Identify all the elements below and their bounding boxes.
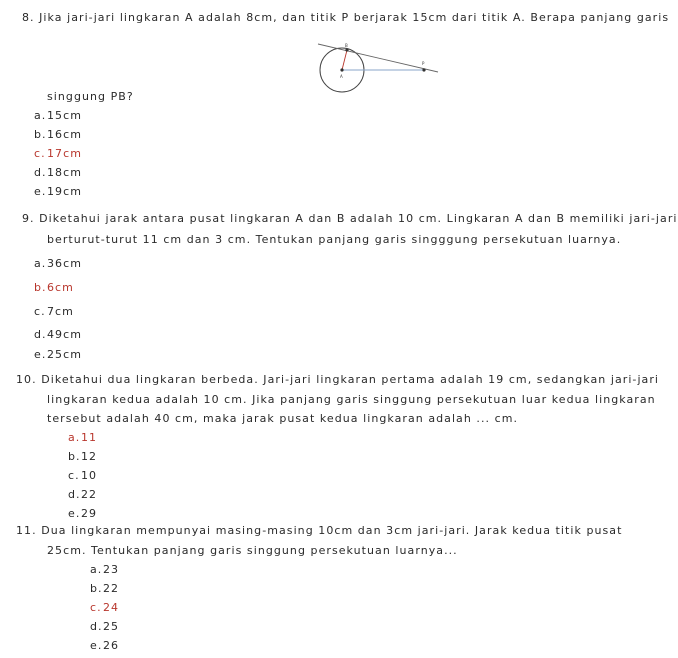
q8-option-c[interactable] xyxy=(34,147,82,161)
label-a: A xyxy=(340,74,343,79)
q9-option-e[interactable] xyxy=(34,348,82,362)
option-letter: d. xyxy=(90,620,103,633)
q11-option-c[interactable] xyxy=(90,601,119,615)
option-letter: a. xyxy=(34,109,47,122)
q9-option-b[interactable] xyxy=(34,281,74,295)
radius-ab xyxy=(342,50,347,70)
option-letter: c. xyxy=(34,147,46,160)
option-letter: c. xyxy=(34,305,46,318)
q10-option-d[interactable] xyxy=(68,488,97,502)
option-letter: a. xyxy=(90,563,103,576)
q10-text-line2: lingkaran kedua adalah 10 cm. Jika panjang garis singgung persekutuan luar kedua lingkaran xyxy=(47,393,656,406)
option-text: 11 xyxy=(81,431,98,444)
q10-option-b[interactable] xyxy=(68,450,97,464)
q11-option-a[interactable] xyxy=(90,563,119,577)
q10-option-c[interactable] xyxy=(68,469,97,483)
q10-text-line3: tersebut adalah 40 cm, maka jarak pusat kedua lingkaran adalah ... cm. xyxy=(47,412,519,425)
point-p xyxy=(422,68,425,71)
q9-option-d[interactable] xyxy=(34,328,82,342)
option-text: 49cm xyxy=(47,328,82,341)
option-letter: a. xyxy=(68,431,81,444)
option-letter: d. xyxy=(34,166,47,179)
q8-option-d[interactable] xyxy=(34,166,82,180)
option-text: 25cm xyxy=(47,348,82,361)
option-text: 24 xyxy=(103,601,120,614)
q8-tangent-figure xyxy=(318,40,448,98)
point-b xyxy=(345,48,348,51)
option-letter: b. xyxy=(34,281,47,294)
option-letter: a. xyxy=(34,257,47,270)
option-letter: b. xyxy=(34,128,47,141)
q8-option-a[interactable] xyxy=(34,109,82,123)
option-text: 10 xyxy=(81,469,98,482)
q8-option-e[interactable] xyxy=(34,185,82,199)
option-letter: e. xyxy=(34,185,47,198)
option-letter: b. xyxy=(90,582,103,595)
option-text: 17cm xyxy=(47,147,82,160)
tangent-line xyxy=(318,44,438,72)
option-letter: d. xyxy=(68,488,81,501)
option-text: 25 xyxy=(103,620,120,633)
q9-text-line1: 9. Diketahui jarak antara pusat lingkaran A dan B adalah 10 cm. Lingkaran A dan B memiliki jari-jari xyxy=(22,212,678,225)
option-text: 22 xyxy=(103,582,120,595)
option-text: 18cm xyxy=(47,166,82,179)
option-text: 7cm xyxy=(47,305,74,318)
option-text: 6cm xyxy=(47,281,74,294)
q11-text-line1: 11. Dua lingkaran mempunyai masing-masing 10cm dan 3cm jari-jari. Jarak kedua titik pusat xyxy=(16,524,623,537)
option-text: 22 xyxy=(81,488,98,501)
option-letter: e. xyxy=(34,348,47,361)
q8-text-line1: 8. Jika jari-jari lingkaran A adalah 8cm, dan titik P berjarak 15cm dari titik A. Berapa panjang garis xyxy=(22,11,670,24)
option-letter: e. xyxy=(68,507,81,520)
q11-option-e[interactable] xyxy=(90,639,119,653)
option-text: 15cm xyxy=(47,109,82,122)
option-text: 36cm xyxy=(47,257,82,270)
q8-option-b[interactable] xyxy=(34,128,82,142)
option-text: 12 xyxy=(81,450,98,463)
q10-text-line1: 10. Diketahui dua lingkaran berbeda. Jari-jari lingkaran pertama adalah 19 cm, sedangkan jari-jari xyxy=(16,373,660,386)
q8-text-line2: singgung PB? xyxy=(47,90,134,103)
label-b: B xyxy=(345,43,348,48)
q10-option-a[interactable] xyxy=(68,431,97,445)
option-letter: b. xyxy=(68,450,81,463)
option-letter: c. xyxy=(90,601,102,614)
option-text: 29 xyxy=(81,507,98,520)
option-text: 19cm xyxy=(47,185,82,198)
q11-text-line2: 25cm. Tentukan panjang garis singgung persekutuan luarnya... xyxy=(47,544,458,557)
label-p: P xyxy=(422,61,425,66)
option-letter: d. xyxy=(34,328,47,341)
q9-option-c[interactable] xyxy=(34,305,74,319)
option-letter: c. xyxy=(68,469,80,482)
point-a xyxy=(340,68,343,71)
option-letter: e. xyxy=(90,639,103,652)
option-text: 23 xyxy=(103,563,120,576)
q11-option-d[interactable] xyxy=(90,620,119,634)
q9-option-a[interactable] xyxy=(34,257,82,271)
option-text: 16cm xyxy=(47,128,82,141)
q10-option-e[interactable] xyxy=(68,507,97,521)
q9-text-line2: berturut-turut 11 cm dan 3 cm. Tentukan panjang garis singggung persekutuan luarnya. xyxy=(47,233,622,246)
q11-option-b[interactable] xyxy=(90,582,119,596)
option-text: 26 xyxy=(103,639,120,652)
